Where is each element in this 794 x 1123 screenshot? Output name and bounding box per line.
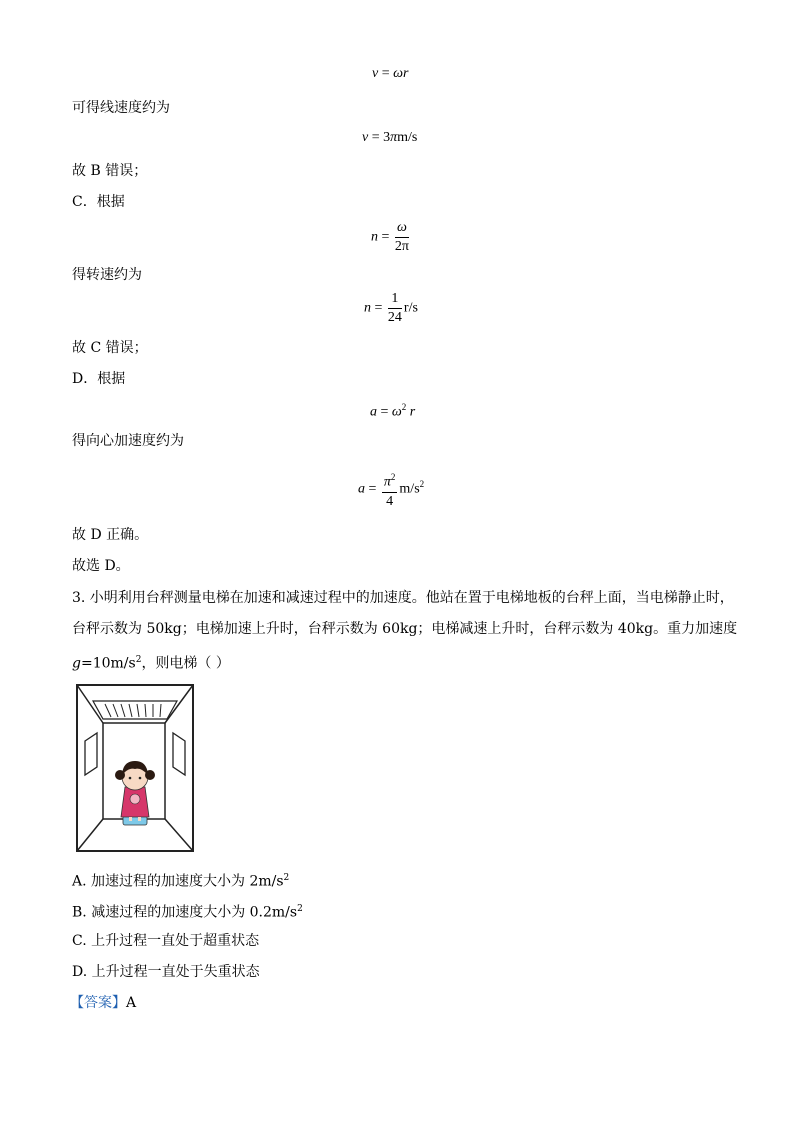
text-line: 可得线速度约为 [72, 100, 170, 116]
text-line: 故 D 正确。 [72, 527, 149, 543]
equation-n-formula: n = $\frac{\omega}{2\pi}$ [371, 220, 409, 254]
equation-a-value: a = $\frac{\pi^2}{4}$ $m/s^2$ [358, 468, 424, 511]
equation-v-omega-r: v = ωr [372, 66, 409, 81]
option-c[interactable]: C. 上升过程一直处于超重状态 [72, 933, 260, 949]
question-stem-line-1: 3. 小明利用台秤测量电梯在加速和减速过程中的加速度。他站在置于电梯地板的台秤上面，当电梯静止时， [72, 590, 734, 606]
text-line: 故选 D。 [72, 558, 130, 574]
answer-line [70, 994, 136, 1012]
text-line: 故 B 错误； [72, 163, 148, 179]
text-line: D．根据 [72, 371, 126, 387]
elevator-illustration [75, 683, 195, 855]
answer-value: A [126, 995, 137, 1011]
answer-label: 【答案】 [70, 995, 126, 1011]
equation-a-formula: $a = \omega^2$ r [370, 402, 416, 420]
text-line: 得转速约为 [72, 267, 142, 283]
question-stem-line-2: 台秤示数为 50kg；电梯加速上升时，台秤示数为 60kg；电梯减速上升时，台秤示数为 40kg。重力加速度 [72, 621, 738, 637]
option-d[interactable]: D. 上升过程一直处于失重状态 [72, 964, 260, 980]
text-line: C．根据 [72, 194, 125, 210]
option-b[interactable]: B. 减速过程的加速度大小为 $0.2m/s^2$ [72, 904, 303, 921]
question-stem-line-3: $g=10m/s^2$，则电梯（ ） [72, 655, 230, 672]
option-a[interactable]: A. 加速过程的加速度大小为 $2m/s^2$ [72, 873, 290, 890]
equation-v-value: v = 3πm/s [362, 130, 418, 145]
equation-n-value: n = $\frac{1}{24}$ r/s [364, 291, 418, 325]
text-line: 故 C 错误； [72, 340, 148, 356]
text-line: 得向心加速度约为 [72, 433, 184, 449]
